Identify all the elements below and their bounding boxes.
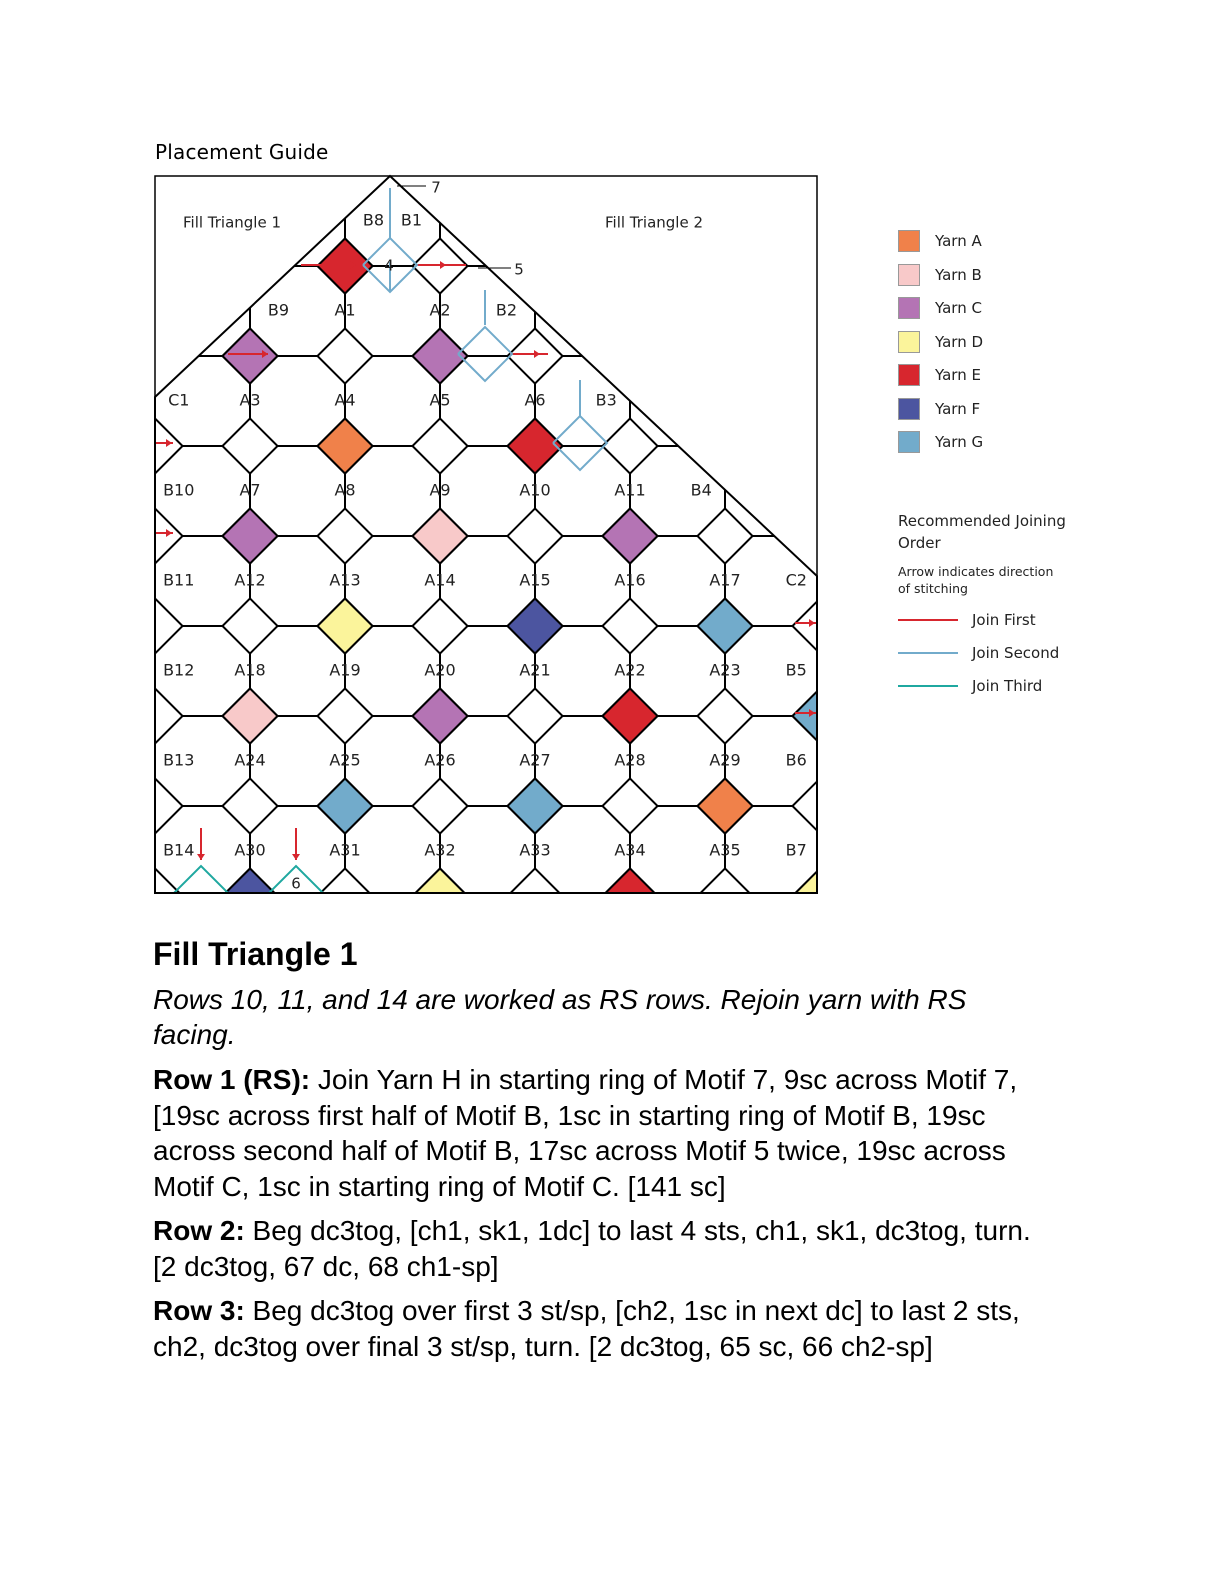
row-label: Row 2: [153,1215,245,1246]
yarn-square [603,329,658,384]
yarn-label: Yarn B [935,265,982,284]
motif-label: A25 [329,750,361,770]
yarn-swatch [898,398,920,420]
legend-item [898,263,982,287]
yarn-label: Yarn E [935,366,981,384]
motif-label: A3 [239,390,261,410]
motif-label: A32 [424,840,456,860]
octagon-motif [820,806,915,896]
callout-number: 4 [384,256,394,275]
direction-arrow [166,529,172,537]
motif-label: A18 [234,660,266,680]
octagon-motif [60,536,155,626]
octagon-motif [630,266,725,356]
yarn-swatch [898,264,920,286]
octagon-motif [60,446,155,536]
direction-arrow [440,261,446,269]
motif-label: A11 [614,480,646,500]
join-line-sample [898,619,958,621]
yarn-label: Yarn C [935,299,982,317]
motif-label: A6 [524,390,546,410]
octagon-motif [440,86,535,176]
yarn-square [793,509,848,564]
octagon-motif [725,356,820,446]
yarn-swatch [898,431,920,453]
motif-label: A15 [519,570,551,590]
row-3-instruction [153,1293,1053,1364]
yarn-square [698,419,753,474]
octagon-motif [535,266,630,356]
direction-arrow [166,439,172,447]
row-text: Join Yarn H in starting ring of Motif 7, 9sc across Motif 7, [19sc across first half of Motif B, 1sc in starting ring of Motif B, 19sc across second half of Motif B, 17sc across Motif 5 twice, 19sc across Motif C, 1sc in starting ring of Motif C. [141 sc] [153,1064,1018,1202]
octagon-motif [820,626,915,716]
octagon-motif [345,896,440,900]
octagon-motif [725,86,820,176]
octagon-motif [60,356,155,446]
octagon-motif [155,86,250,176]
motif-label: A22 [614,660,646,680]
octagon-motif [250,86,345,176]
motif-label: A20 [424,660,456,680]
motif-label: C2 [785,570,807,590]
motif-label: B1 [400,210,423,230]
legend-item [898,296,982,320]
join-legend-item [898,675,1042,697]
motif-label: B13 [163,750,195,770]
intro-note: Rows 10, 11, and 14 are worked as RS rows. Rejoin yarn with RS facing. [153,984,967,1050]
legend-item [898,363,981,387]
octagon-motif [725,176,820,266]
motif-label: A2 [429,300,451,320]
legend-item [898,430,983,454]
yarn-label: Yarn D [935,332,984,351]
motif-label: A19 [329,660,361,680]
yarn-swatch [898,364,920,386]
guide-title: Placement Guide [155,140,329,164]
octagon-motif [535,86,630,176]
octagon-motif [60,86,155,176]
yarn-label: Yarn G [935,433,984,451]
yarn-swatch [898,331,920,353]
callout-number: 6 [291,874,301,893]
motif-label: A26 [424,750,456,770]
row-text: Beg dc3tog, [ch1, sk1, 1dc] to last 4 sts, ch1, sk1, dc3tog, turn. [2 dc3tog, 67 dc, 68 ch1-sp] [153,1215,1031,1282]
motif-label: B10 [163,480,195,500]
join-line-sample [898,685,958,687]
octagon-motif [630,86,725,176]
motif-label: A24 [234,750,266,770]
join-label: Join Third [972,677,1043,695]
yarn-swatch [898,297,920,319]
motif-label: B12 [163,660,195,680]
motif-label: A34 [614,840,646,860]
octagon-motif [60,266,155,356]
motif-label: A17 [709,570,741,590]
motif-label: A9 [429,480,451,500]
motif-label: A5 [429,390,451,410]
motif-label: C1 [168,390,190,410]
motif-label: B8 [362,210,385,230]
legend-item [898,397,980,421]
motif-label: A35 [709,840,741,860]
octagon-motif [60,626,155,716]
motif-label: A30 [234,840,266,860]
octagon-motif [155,896,250,900]
motif-label: A31 [329,840,361,860]
octagon-motif [60,176,155,266]
octagon-motif [725,446,820,536]
yarn-swatch [898,230,920,252]
join-legend-item [898,642,1059,664]
direction-arrow [809,619,815,627]
motif-label: A16 [614,570,646,590]
octagon-motif [820,896,915,900]
motif-label: A28 [614,750,646,770]
direction-arrow [534,350,540,358]
motif-label: A12 [234,570,266,590]
motif-label: B3 [595,390,617,410]
motif-label: A13 [329,570,361,590]
motif-label: A7 [239,480,261,500]
octagon-motif [725,266,820,356]
row-1-instruction [153,1062,1053,1204]
motif-label: A8 [334,480,356,500]
motif-label: A27 [519,750,551,770]
fill-triangle-1-label: Fill Triangle 1 [182,213,282,232]
octagon-motif [440,896,535,900]
motif-label: B5 [785,660,807,680]
motif-label: A21 [519,660,551,680]
joining-order-heading: Recommended Joining Order [898,512,1066,552]
motif-label: A29 [709,750,741,770]
octagon-motif [60,716,155,806]
motif-label: A1 [334,300,356,320]
motif-label: B2 [495,300,518,320]
motif-label: A33 [519,840,551,860]
row-2-instruction [153,1213,1053,1284]
motif-label: A4 [334,390,356,410]
octagon-motif [250,896,345,900]
octagon-motif [820,86,915,176]
octagon-motif [725,896,820,900]
callout-number: 5 [514,260,524,279]
octagon-motif [60,896,155,900]
join-label: Join First [972,611,1036,629]
legend-item [898,229,982,253]
octagon-motif [820,716,915,806]
row-text: Beg dc3tog over first 3 st/sp, [ch2, 1sc in next dc] to last 2 sts, ch2, dc3tog over final 3 st/sp, turn. [2 dc3tog, 65 sc, 66 ch2-sp] [153,1295,1020,1362]
section-title: Fill Triangle 1 [153,936,358,972]
join-legend-item [898,609,1036,631]
join-label: Join Second [972,644,1060,662]
row-label: Row 3: [153,1295,245,1326]
legend-item [898,330,983,354]
octagon-motif [630,896,725,900]
octagon-motif [535,896,630,900]
motif-label: A14 [424,570,456,590]
join-line-sample [898,652,958,654]
motif-label: B11 [163,570,195,590]
motif-label: A23 [709,660,741,680]
yarn-label: Yarn A [935,232,982,250]
octagon-motif [60,806,155,896]
callout-number: 7 [431,178,441,197]
motif-label: B7 [785,840,807,860]
motif-label: A10 [519,480,551,500]
row-label: Row 1 (RS): [153,1064,311,1095]
motif-label: B6 [785,750,807,770]
octagon-motif [345,86,440,176]
motif-label: B4 [690,480,712,500]
octagon-motif [440,176,535,266]
motif-label: B9 [267,300,290,320]
octagon-motif [630,356,725,446]
joining-order-note: Arrow indicates direction of stitching [898,564,1054,596]
motif-label: B14 [163,840,195,860]
fill-triangle-2-label: Fill Triangle 2 [604,213,704,232]
yarn-label: Yarn F [935,399,981,418]
